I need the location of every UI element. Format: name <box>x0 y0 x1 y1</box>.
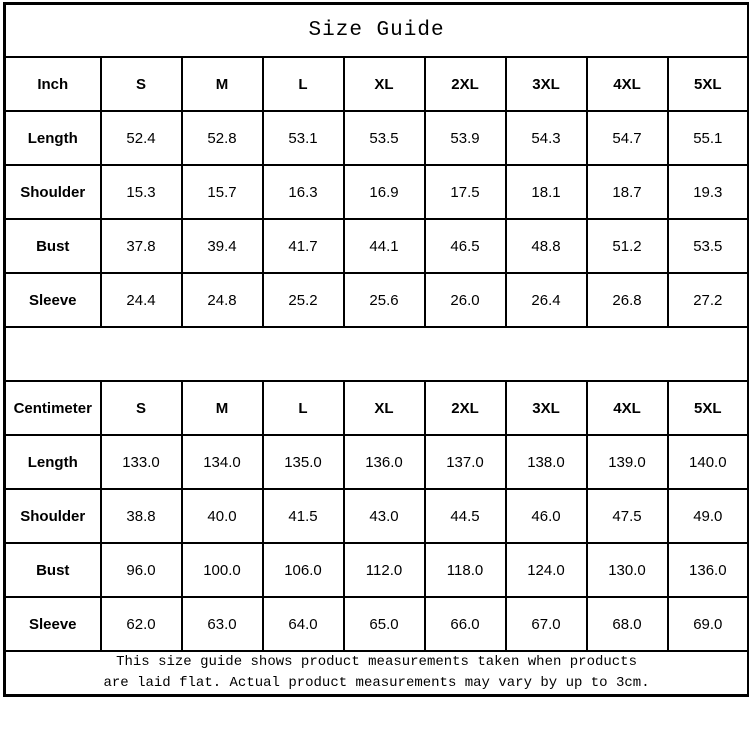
measurement-value: 48.8 <box>506 219 587 273</box>
measurement-value: 52.4 <box>101 111 182 165</box>
size-guide-table <box>3 2 749 697</box>
measurement-value: 133.0 <box>101 435 182 489</box>
page-title: Size Guide <box>5 4 749 58</box>
size-column-header: XL <box>344 57 425 111</box>
measurement-value: 37.8 <box>101 219 182 273</box>
size-column-header: 3XL <box>506 57 587 111</box>
measurement-value: 134.0 <box>182 435 263 489</box>
measurement-value: 38.8 <box>101 489 182 543</box>
measurement-value: 118.0 <box>425 543 506 597</box>
measurement-value: 26.8 <box>587 273 668 327</box>
measurement-value: 17.5 <box>425 165 506 219</box>
spacer-row <box>5 327 749 381</box>
measurement-value: 69.0 <box>668 597 749 651</box>
measurement-label: Sleeve <box>5 597 101 651</box>
measurement-label: Shoulder <box>5 489 101 543</box>
measurement-value: 18.1 <box>506 165 587 219</box>
size-column-header: S <box>101 57 182 111</box>
measurement-value: 26.4 <box>506 273 587 327</box>
measurement-value: 39.4 <box>182 219 263 273</box>
measurement-value: 44.5 <box>425 489 506 543</box>
measurement-value: 136.0 <box>668 543 749 597</box>
measurement-value: 63.0 <box>182 597 263 651</box>
measurement-value: 25.6 <box>344 273 425 327</box>
measurement-value: 68.0 <box>587 597 668 651</box>
measurement-value: 66.0 <box>425 597 506 651</box>
measurement-value: 52.8 <box>182 111 263 165</box>
measurement-value: 137.0 <box>425 435 506 489</box>
size-column-header: 2XL <box>425 57 506 111</box>
unit-header-centimeter: Centimeter <box>5 381 101 435</box>
measurement-value: 15.7 <box>182 165 263 219</box>
measurement-value: 19.3 <box>668 165 749 219</box>
measurement-value: 40.0 <box>182 489 263 543</box>
measurement-value: 140.0 <box>668 435 749 489</box>
measurement-value: 25.2 <box>263 273 344 327</box>
measurement-value: 124.0 <box>506 543 587 597</box>
size-column-header: 2XL <box>425 381 506 435</box>
measurement-value: 135.0 <box>263 435 344 489</box>
measurement-value: 53.5 <box>668 219 749 273</box>
measurement-value: 54.3 <box>506 111 587 165</box>
footer-note <box>5 651 749 696</box>
measurement-value: 16.3 <box>263 165 344 219</box>
measurement-value: 64.0 <box>263 597 344 651</box>
measurement-value: 46.0 <box>506 489 587 543</box>
measurement-value: 53.9 <box>425 111 506 165</box>
footer-note-line1: This size guide shows product measurements taken when products <box>116 654 637 670</box>
measurement-label: Shoulder <box>5 165 101 219</box>
measurement-value: 27.2 <box>668 273 749 327</box>
measurement-value: 139.0 <box>587 435 668 489</box>
size-column-header: XL <box>344 381 425 435</box>
measurement-label: Length <box>5 435 101 489</box>
measurement-value: 65.0 <box>344 597 425 651</box>
footer-note-line2: are laid flat. Actual product measurements may vary by up to 3cm. <box>103 675 650 691</box>
measurement-value: 67.0 <box>506 597 587 651</box>
size-column-header: 4XL <box>587 57 668 111</box>
size-column-header: L <box>263 381 344 435</box>
measurement-value: 41.5 <box>263 489 344 543</box>
measurement-value: 41.7 <box>263 219 344 273</box>
measurement-value: 106.0 <box>263 543 344 597</box>
size-column-header: M <box>182 381 263 435</box>
measurement-value: 53.1 <box>263 111 344 165</box>
size-column-header: 4XL <box>587 381 668 435</box>
measurement-value: 24.8 <box>182 273 263 327</box>
measurement-value: 96.0 <box>101 543 182 597</box>
measurement-value: 136.0 <box>344 435 425 489</box>
measurement-value: 112.0 <box>344 543 425 597</box>
measurement-value: 15.3 <box>101 165 182 219</box>
size-column-header: 3XL <box>506 381 587 435</box>
measurement-value: 26.0 <box>425 273 506 327</box>
size-column-header: S <box>101 381 182 435</box>
measurement-value: 51.2 <box>587 219 668 273</box>
measurement-value: 54.7 <box>587 111 668 165</box>
measurement-value: 138.0 <box>506 435 587 489</box>
measurement-label: Bust <box>5 219 101 273</box>
measurement-value: 16.9 <box>344 165 425 219</box>
measurement-value: 44.1 <box>344 219 425 273</box>
size-column-header: 5XL <box>668 57 749 111</box>
measurement-label: Sleeve <box>5 273 101 327</box>
measurement-value: 18.7 <box>587 165 668 219</box>
measurement-value: 43.0 <box>344 489 425 543</box>
unit-header-inch: Inch <box>5 57 101 111</box>
measurement-value: 53.5 <box>344 111 425 165</box>
measurement-value: 100.0 <box>182 543 263 597</box>
measurement-value: 46.5 <box>425 219 506 273</box>
measurement-value: 47.5 <box>587 489 668 543</box>
size-column-header: 5XL <box>668 381 749 435</box>
measurement-value: 49.0 <box>668 489 749 543</box>
measurement-label: Length <box>5 111 101 165</box>
measurement-value: 24.4 <box>101 273 182 327</box>
measurement-value: 62.0 <box>101 597 182 651</box>
size-column-header: M <box>182 57 263 111</box>
measurement-value: 55.1 <box>668 111 749 165</box>
measurement-label: Bust <box>5 543 101 597</box>
measurement-value: 130.0 <box>587 543 668 597</box>
size-column-header: L <box>263 57 344 111</box>
